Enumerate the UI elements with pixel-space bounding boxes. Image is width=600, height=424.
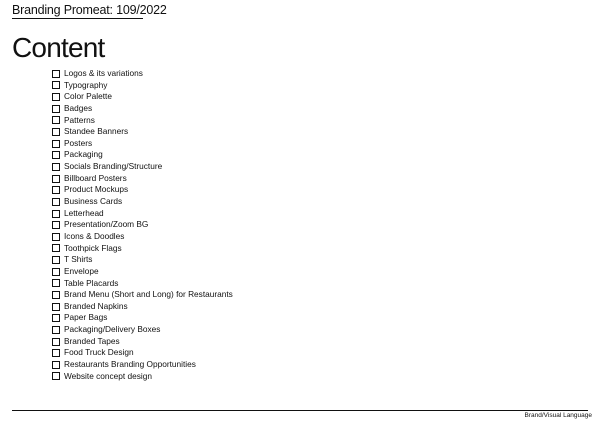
checklist-item-label: Presentation/Zoom BG — [64, 219, 149, 230]
checklist-item-label: Color Palette — [64, 91, 112, 102]
checklist-item[interactable] — [52, 254, 233, 266]
checkbox-icon[interactable] — [52, 81, 60, 89]
checkbox-icon[interactable] — [52, 186, 60, 194]
checkbox-icon[interactable] — [52, 372, 60, 380]
footer-label: Brand/Visual Language — [524, 412, 592, 419]
checklist-item-label: Business Cards — [64, 196, 123, 207]
footer-divider — [12, 410, 588, 411]
checklist-item-label: Socials Branding/Structure — [64, 161, 163, 172]
checkbox-icon[interactable] — [52, 105, 60, 113]
checkbox-icon[interactable] — [52, 244, 60, 252]
checklist-item-label: T Shirts — [64, 254, 93, 265]
header-title: Branding Promeat: 109/2022 — [12, 3, 167, 17]
content-checklist — [52, 68, 233, 382]
checkbox-icon[interactable] — [52, 314, 60, 322]
checkbox-icon[interactable] — [52, 70, 60, 78]
checklist-item-label: Paper Bags — [64, 312, 108, 323]
checklist-item[interactable] — [52, 278, 233, 290]
checklist-item[interactable] — [52, 243, 233, 255]
checkbox-icon[interactable] — [52, 233, 60, 241]
checklist-item[interactable] — [52, 219, 233, 231]
checklist-item[interactable] — [52, 115, 233, 127]
checklist-item-label: Billboard Posters — [64, 172, 127, 183]
checklist-item-label: Branded Napkins — [64, 300, 128, 311]
checklist-item-label: Logos & its variations — [64, 68, 143, 78]
checklist-item[interactable] — [52, 103, 233, 115]
checklist-item-label: Posters — [64, 137, 93, 148]
checkbox-icon[interactable] — [52, 268, 60, 276]
checkbox-icon[interactable] — [52, 338, 60, 346]
checkbox-icon[interactable] — [52, 140, 60, 148]
checkbox-icon[interactable] — [52, 361, 60, 369]
header-divider — [12, 18, 143, 19]
checklist-item[interactable] — [52, 161, 233, 173]
checkbox-icon[interactable] — [52, 291, 60, 299]
checkbox-icon[interactable] — [52, 175, 60, 183]
checklist-item-label: Patterns — [64, 114, 95, 125]
checklist-item-label: Packaging — [64, 149, 103, 160]
checklist-item-label: Branded Tapes — [64, 335, 120, 346]
checklist-item[interactable] — [52, 184, 233, 196]
checkbox-icon[interactable] — [52, 221, 60, 229]
checklist-item[interactable] — [52, 312, 233, 324]
checklist-item[interactable] — [52, 359, 233, 371]
checkbox-icon[interactable] — [52, 256, 60, 264]
checklist-item[interactable] — [52, 231, 233, 243]
checklist-item-label: Toothpick Flags — [64, 242, 122, 253]
checkbox-icon[interactable] — [52, 210, 60, 218]
checklist-item[interactable] — [52, 301, 233, 313]
checklist-item-label: Icons & Doodles — [64, 230, 125, 241]
checklist-item-label: Website concept design — [64, 370, 152, 381]
checklist-item-label: Restaurants Branding Opportunities — [64, 359, 196, 370]
checklist-item-label: Envelope — [64, 265, 99, 276]
checklist-item-label: Typography — [64, 79, 108, 90]
checklist-item[interactable] — [52, 266, 233, 278]
checkbox-icon[interactable] — [52, 151, 60, 159]
checkbox-icon[interactable] — [52, 279, 60, 287]
checklist-item-label: Brand Menu (Short and Long) for Restaurants — [64, 289, 233, 300]
checklist-item[interactable] — [52, 289, 233, 301]
checklist-item-label: Standee Banners — [64, 126, 129, 137]
checkbox-icon[interactable] — [52, 93, 60, 101]
checklist-item[interactable] — [52, 68, 233, 80]
checkbox-icon[interactable] — [52, 303, 60, 311]
checkbox-icon[interactable] — [52, 198, 60, 206]
checklist-item-label: Badges — [64, 102, 93, 113]
checklist-item-label: Product Mockups — [64, 184, 129, 195]
checklist-item[interactable] — [52, 91, 233, 103]
checklist-item[interactable] — [52, 80, 233, 92]
checklist-item-label: Packaging/Delivery Boxes — [64, 324, 161, 335]
checkbox-icon[interactable] — [52, 326, 60, 334]
checklist-item-label: Food Truck Design — [64, 347, 134, 358]
checklist-item[interactable] — [52, 149, 233, 161]
checklist-item[interactable] — [52, 196, 233, 208]
checkbox-icon[interactable] — [52, 349, 60, 357]
checkbox-icon[interactable] — [52, 128, 60, 136]
checklist-item-label: Table Placards — [64, 277, 119, 288]
checklist-item-label: Letterhead — [64, 207, 104, 218]
checklist-item[interactable] — [52, 324, 233, 336]
checklist-item[interactable] — [52, 173, 233, 185]
checklist-item[interactable] — [52, 371, 233, 383]
checklist-item[interactable] — [52, 336, 233, 348]
checklist-item[interactable] — [52, 347, 233, 359]
checklist-item[interactable] — [52, 126, 233, 138]
checklist-item[interactable] — [52, 138, 233, 150]
checkbox-icon[interactable] — [52, 163, 60, 171]
checkbox-icon[interactable] — [52, 116, 60, 124]
page-title: Content — [12, 32, 105, 63]
checklist-item[interactable] — [52, 208, 233, 220]
